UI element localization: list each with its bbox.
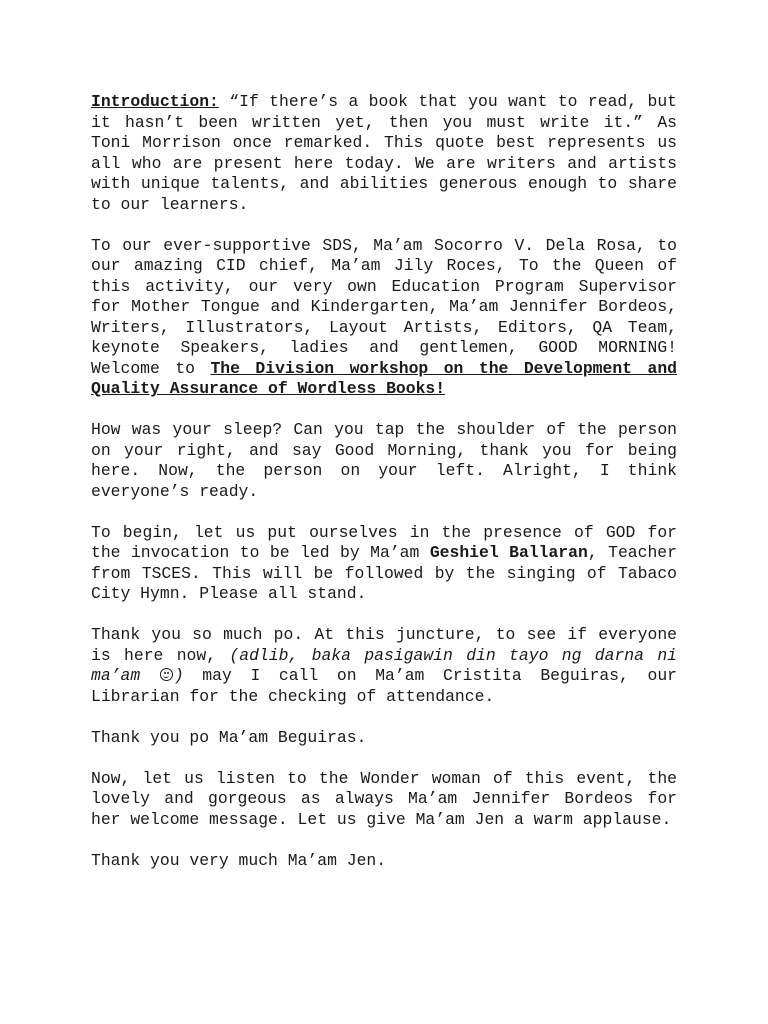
invocation-leader-name: Geshiel Ballaran (429, 543, 588, 562)
invocation-paragraph (91, 523, 677, 605)
acknowledgement-paragraph (91, 236, 677, 400)
adlib-aside-close: ) (173, 666, 184, 685)
thanks-jen-text: Thank you very much Ma’am Jen. (91, 850, 387, 870)
adlib-aside: (adlib, baka pasigawin din tayo ng darna ni ma’am (91, 645, 677, 685)
greeting-text: How was your sleep? Can you tap the shoulder of the person on your right, and say Good Morning, thank you for being here. Now, the person on your left. Alright, I think everyone’s ready. (91, 420, 677, 501)
smiley-icon (160, 668, 173, 681)
introduction-text: “If there’s a book that you want to read, but it hasn’t been written yet, then you must write it.” As Toni Morrison once remarked. This quote best represents us all who are present here today. We are writers and artists with unique talents, and abilities generous enough to share to our learners. (91, 92, 677, 214)
greeting-paragraph (91, 420, 677, 502)
welcome-message-text: Now, let us listen to the Wonder woman of this event, the lovely and gorgeous as always Ma’am Jennifer Bordeos for her welcome message. Let us give Ma’am Jen a warm applause. (91, 768, 677, 829)
invocation-text-a: To begin, let us put ourselves in the presence of GOD for the invocation to be led by Ma’am (91, 522, 677, 562)
document-page (91, 92, 677, 892)
thanks-librarian-text: Thank you po Ma’am Beguiras. (91, 727, 367, 747)
welcome-message-paragraph (91, 769, 677, 831)
thanks-librarian-paragraph (91, 728, 677, 749)
introduction-label: Introduction: (91, 92, 219, 111)
attendance-text-a: Thank you so much po. At this juncture, to see if everyone is here now, (91, 625, 677, 665)
event-title: The Division workshop on the Development and Quality Assurance of Wordless Books! (91, 358, 677, 398)
attendance-text-b: may I call on Ma’am Cristita Beguiras, our Librarian for the checking of attendance. (91, 666, 677, 706)
introduction-paragraph (91, 92, 677, 215)
invocation-text-b: , Teacher from TSCES. This will be followed by the singing of Tabaco City Hymn. Please all stand. (91, 543, 677, 603)
thanks-jen-paragraph (91, 851, 677, 872)
acknowledgement-text: To our ever-supportive SDS, Ma’am Socorro V. Dela Rosa, to our amazing CID chief, Ma’am Jily Roces, To the Queen of this activity, our very own Education Program Supervisor for Mother Tongue and Kindergarten, Ma’am Jennifer Bordeos, Writers, Illustrators, Layout Artists, Editors, QA Team, keynote Speakers, ladies and gentlemen, GOOD MORNING! Welcome to (91, 235, 677, 378)
attendance-paragraph (91, 625, 677, 707)
